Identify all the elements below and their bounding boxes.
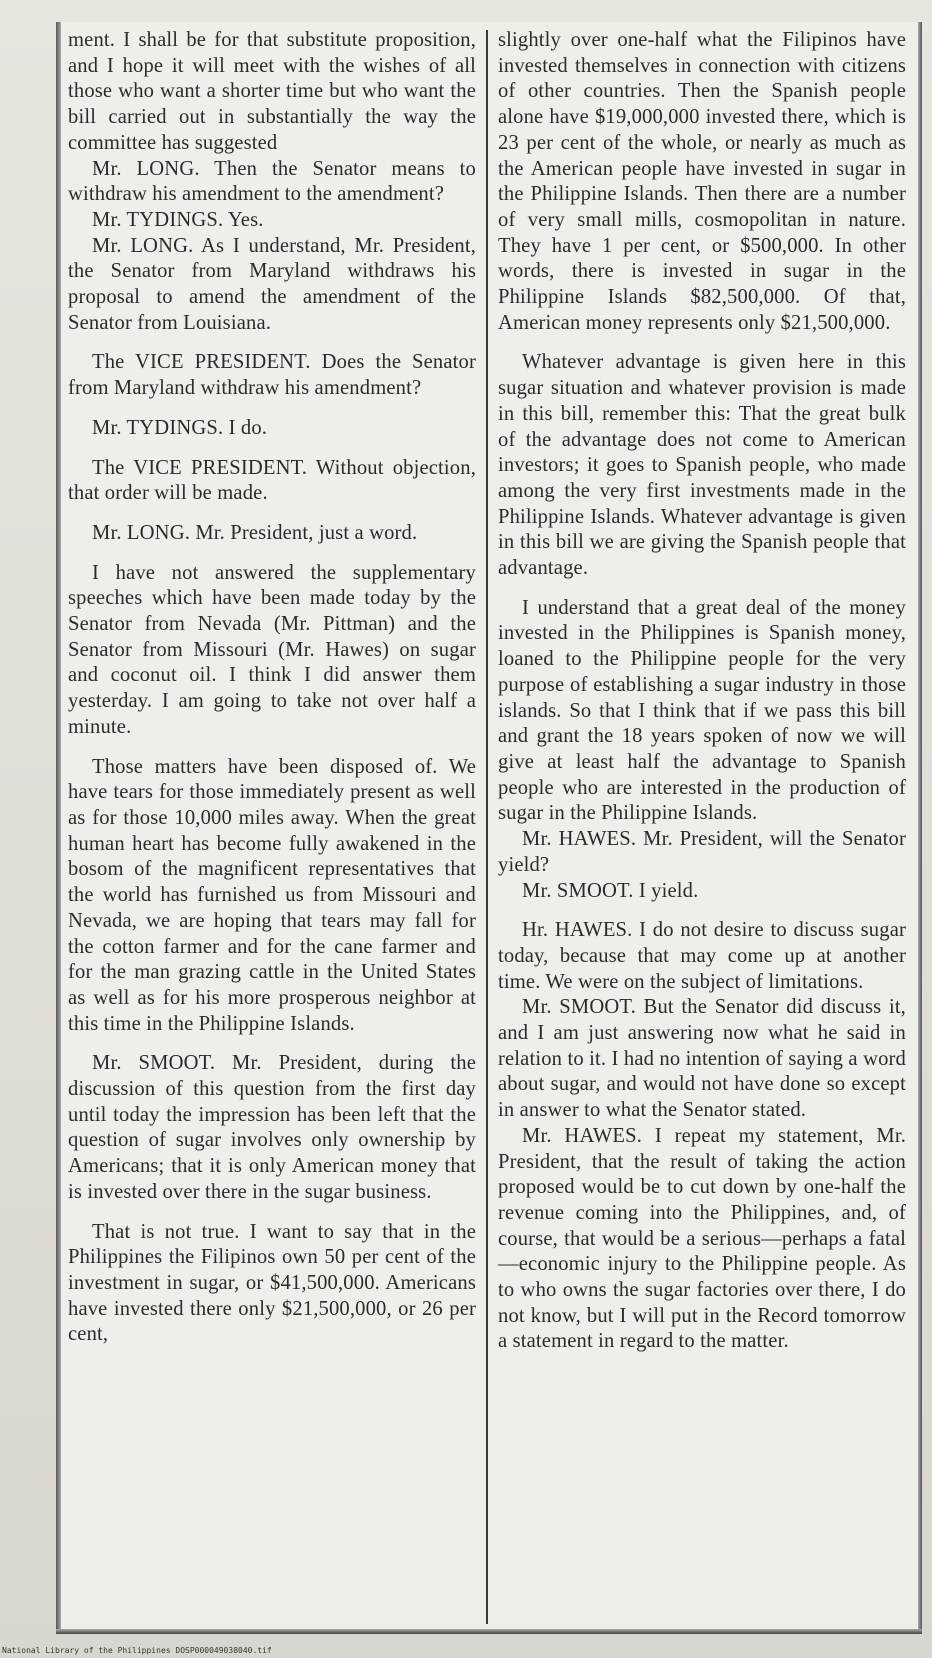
- paragraph: Mr. TYDINGS. I do.: [92, 416, 268, 439]
- clipping-bottom-edge: [56, 1629, 922, 1634]
- paragraph: Mr. SMOOT. I yield.: [522, 879, 699, 902]
- paragraph: I have not answered the supplementary speeches which have been made today by the Senator from Nevada (Mr. Pittman) and the Senator from Missouri (Mr. Hawes) on sugar and coconut oil. I think I did answer them yesterday. I am going to take not over half a minute.: [68, 561, 476, 738]
- paragraph: That is not true. I want to say that in the Philippines the Filipinos own 50 per cent of the investment in sugar, or $41,500,000. Americans have invested there only $21,500,000, or 26 per cent,: [68, 1220, 476, 1346]
- paragraph: I understand that a great deal of the money invested in the Philippines is Spanish money, loaned to the Philippine people for the very purpose of establishing a sugar industry in those islands. So that I think that if we pass this bill and grant the 18 years spoken of now we will give at least half the advantage to Spanish people who are interested in the production of sugar in the Philippine Islands.: [498, 596, 906, 825]
- column-divider: [486, 30, 488, 1624]
- paragraph: slightly over one-half what the Filipinos have invested themselves in connection with citizens of other countries. Then the Spanish people alone have $19,000,000 invested there, which is 23 per cent of the whole, or nearly as much as the American people have invested in sugar in the Philippine Islands. Then there are a number of very small mills, cosmopolitan in nature. They have 1 per cent, or $500,000. In other words, there is invested in sugar in the Philippine Islands $82,500,000. Of that, American money represents only $21,500,000.: [498, 29, 906, 334]
- right-text-column: [498, 28, 906, 1355]
- paragraph: Mr. LONG. As I understand, Mr. President, the Senator from Maryland withdraws his proposal to amend the amendment of the Senator from Louisiana.: [68, 234, 476, 334]
- paragraph: Mr. HAWES. I repeat my statement, Mr. President, that the result of taking the action proposed would be to cut down by one-half the revenue coming into the Philippines, and, of course, that would be a serious—perhaps a fatal—economic injury to the Philippine people. As to who owns the sugar factories over there, I do not know, but I will put in the Record tomorrow a statement in regard to the matter.: [498, 1124, 906, 1353]
- paragraph: Mr. SMOOT. But the Senator did discuss it, and I am just answering now what he said in relation to it. I had no intention of saying a word about sugar, and would not have done so except in answer to what the Senator stated.: [498, 996, 906, 1122]
- paragraph: The VICE PRESIDENT. Without objection, that order will be made.: [68, 456, 476, 505]
- paragraph: Mr. LONG. Then the Senator means to withdraw his amendment to the amendment?: [68, 157, 476, 206]
- archive-footer: National Library of the Philippines DOSP000049038040.tif: [2, 1646, 272, 1655]
- paragraph: Mr. TYDINGS. Yes.: [92, 208, 264, 231]
- paragraph: Mr. SMOOT. Mr. President, during the discussion of this question from the first day until today the impression has been left that the question of sugar involves only ownership by Americans; that it is only American money that is invested over there in the sugar business.: [68, 1052, 476, 1203]
- paragraph: The VICE PRESIDENT. Does the Senator from Maryland withdraw his amendment?: [68, 351, 476, 400]
- paragraph: ment. I shall be for that substitute proposition, and I hope it will meet with the wishes of all those who want a shorter time but who want the bill carried out in substantially the way the committee has suggested: [68, 29, 476, 154]
- paragraph: Hr. HAWES. I do not desire to discuss sugar today, because that may come up at another time. We were on the subject of limitations.: [498, 919, 906, 993]
- clipping-right-edge: [918, 22, 922, 1634]
- paragraph: Whatever advantage is given here in this sugar situation and whatever provision is made in this bill, remember this: That the great bulk of the advantage does not come to American investors; it goes to Spanish people, who made among the very first investments made in the Philippine Islands. Whatever advantage is given in this bill we are giving the Spanish people that advantage.: [498, 351, 906, 580]
- paragraph: Those matters have been disposed of. We have tears for those immediately present as well as for those 10,000 miles away. When the great human heart has become fully awakened in the bosom of the magnificent representatives that the world has furnished us from Missouri and Nevada, we are hoping that tears may fall for the cotton farmer and for the cane farmer and for the man grazing cattle in the United States as well as for his more prosperous neighbor at this time in the Philippine Islands.: [68, 755, 476, 1035]
- left-text-column: [68, 28, 476, 1348]
- newspaper-clipping: [56, 22, 922, 1634]
- clipping-left-edge: [56, 22, 61, 1634]
- paragraph: Mr. HAWES. Mr. President, will the Senator yield?: [498, 828, 906, 876]
- paragraph: Mr. LONG. Mr. President, just a word.: [92, 521, 418, 544]
